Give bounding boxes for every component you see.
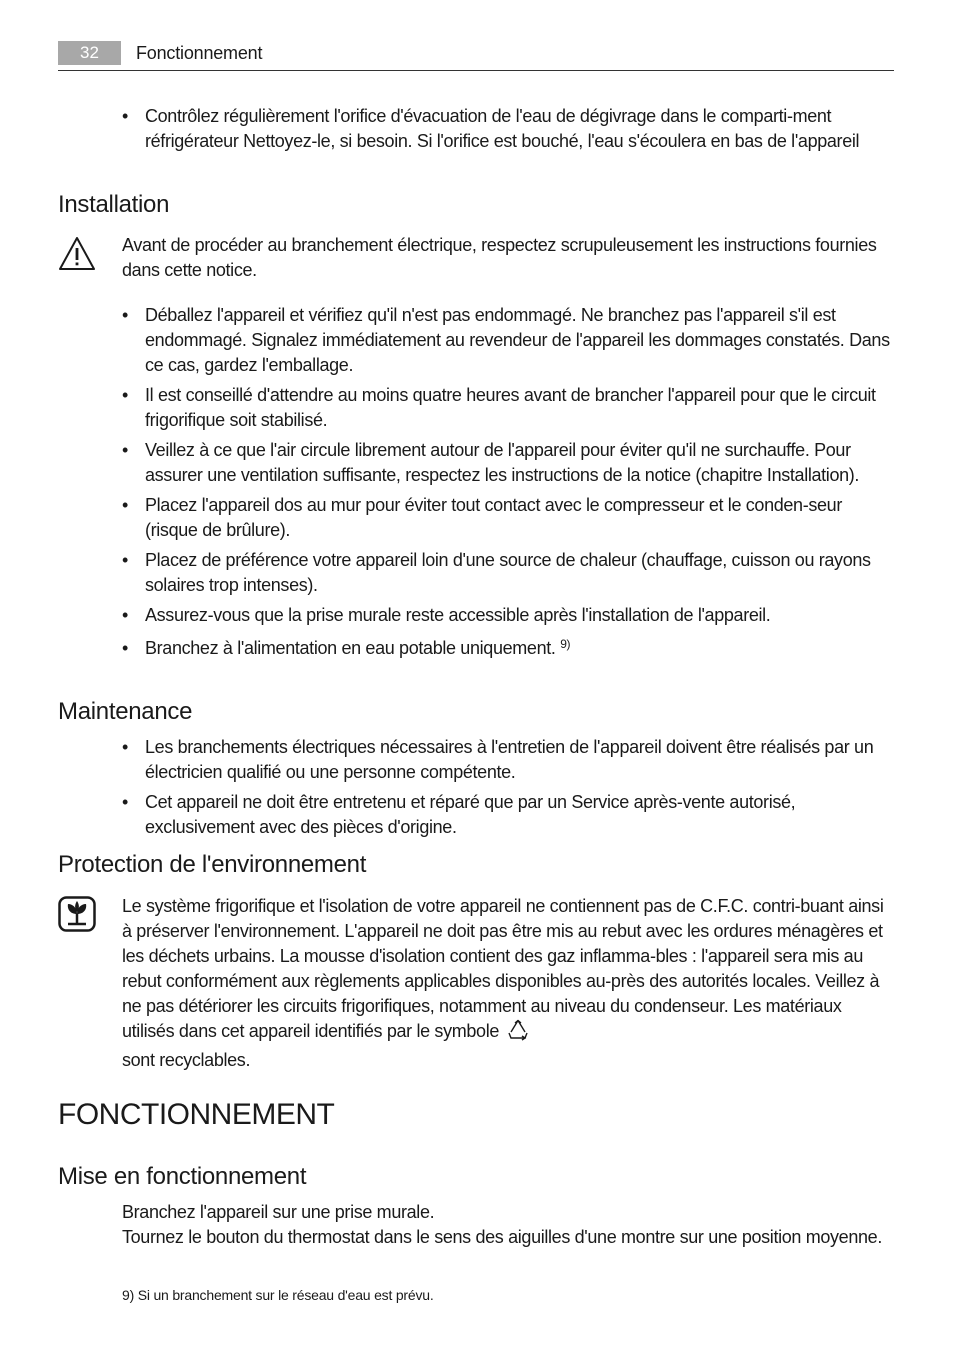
footnote-ref: 9) — [560, 637, 571, 651]
list-item: • Les branchements électriques nécessaires à l'entretien de l'appareil doivent être réalisés par un électricien qualifié ou une personne compétente. — [122, 737, 874, 782]
list-item: • Placez de préférence votre appareil loin d'une source de chaleur (chauffage, cuisson ou rayons solaires trop intenses). — [122, 550, 871, 595]
warning-triangle-icon — [58, 236, 96, 277]
running-header-title: Fonctionnement — [136, 43, 263, 63]
installation-bullet-list — [122, 303, 892, 666]
maintenance-bullet-list — [122, 735, 892, 845]
list-item: • Veillez à ce que l'air circule librement autour de l'appareil pour éviter qu'il ne surchauffe. Pour assurer une ventilation suffisante, respectez les instructions de la notice (chapitre Installation). — [122, 440, 860, 485]
list-item: • Placez l'appareil dos au mur pour éviter tout contact avec le compresseur et le conden-seur (risque de brûlure). — [122, 495, 842, 540]
environment-paragraph: Le système frigorifique et l'isolation de votre appareil ne contiennent pas de C.F.C. contri-buant ainsi à préserver l'environnement. L'appareil ne doit pas être mis au rebut avec les ordures ménagères et les déchets urbains. La mousse d'isolation contient des gaz inflamma-bles : l'appareil sera mis au rebut conformément aux règlements applicables disponibles au-près des autorités locales. Veillez à ne pas détériorer les circuits frigorifiques, notamment au niveau du condenseur. Les matériaux utilisés dans cet appareil identifiés par le symbole sont recyclables. — [122, 896, 884, 1070]
chapter-title: FONCTIONNEMENT — [58, 1098, 335, 1131]
mise-en-fonctionnement-text: Branchez l'appareil sur une prise murale. Tournez le bouton du thermostat dans le sens des aiguilles d'une montre sur une position moyenne. — [122, 1202, 882, 1247]
list-item: • Assurez-vous que la prise murale reste accessible après l'installation de l'appareil. — [122, 605, 771, 625]
list-item: • Branchez à l'alimentation en eau potable uniquement. $^{9)}$ — [122, 637, 571, 658]
list-item: • Déballez l'appareil et vérifiez qu'il n'est pas endommagé. Ne branchez pas l'appareil s'il est endommagé. Signalez immédiatement au revendeur de l'appareil les dommages constatés. Dans ce cas, gardez l'emballage. — [122, 305, 890, 375]
installation-warning-text: Avant de procéder au branchement électrique, respectez scrupuleusement les instructions fournies dans cette notice. — [122, 235, 877, 280]
page-number: 32 — [58, 41, 121, 65]
installation-heading: Installation — [58, 191, 170, 218]
mise-en-fonctionnement-heading: Mise en fonctionnement — [58, 1163, 307, 1190]
header-rule — [58, 70, 894, 71]
environment-plant-icon — [58, 896, 96, 937]
list-item: • Il est conseillé d'attendre au moins quatre heures avant de brancher l'appareil pour que le circuit frigorifique soit stabilisé. — [122, 385, 876, 430]
list-item: • Cet appareil ne doit être entretenu et réparé que par un Service après-vente autorisé, exclusivement avec des pièces d'origine. — [122, 792, 796, 837]
intro-bullet-list — [122, 104, 892, 159]
environment-heading: Protection de l'environnement — [58, 851, 367, 878]
recycle-icon — [507, 1019, 529, 1048]
list-item: • Contrôlez régulièrement l'orifice d'évacuation de l'eau de dégivrage dans le comparti-ment réfrigérateur Nettoyez-le, si besoin. Si l'orifice est bouché, l'eau s'écoulera en bas de l'appareil — [122, 106, 860, 151]
footnote: 9) Si un branchement sur le réseau d'eau est prévu. — [122, 1287, 434, 1303]
maintenance-heading: Maintenance — [58, 698, 193, 725]
